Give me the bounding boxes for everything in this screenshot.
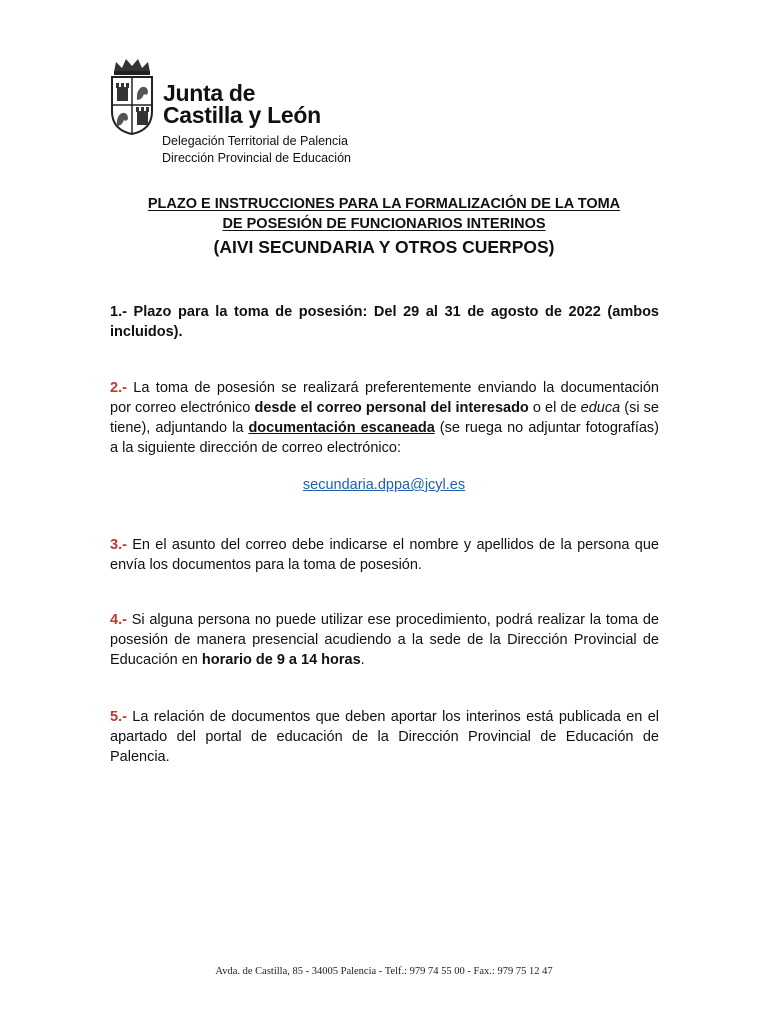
coat-of-arms-icon — [108, 56, 156, 136]
item-4-number: 4.- — [110, 612, 127, 628]
item-3-paragraph: 3.- En el asunto del correo debe indicarse el nombre y apellidos de la persona que envía los documentos para la toma de posesión. — [110, 537, 659, 573]
item-2-paragraph: 2.- La toma de posesión se realizará preferentemente enviando la documentación por correo electrónico desde el correo personal del interesado o el de educa (si se tiene), adjuntando la documentación escaneada (se ruega no adjuntar fotografías) a la siguiente dirección de correo electrónico: — [110, 380, 660, 456]
org-name-line1: Junta de — [163, 80, 256, 106]
footer-address: Avda. de Castilla, 85 - 34005 Palencia - Telf.: 979 74 55 00 - Fax.: 979 75 12 47 — [215, 966, 553, 977]
item-4-paragraph: 4.- Si alguna persona no puede utilizar ese procedimiento, podrá realizar la toma de posesión de manera presencial acudiendo a la sede de la Dirección Provincial de Educación en horario de 9 a 14 horas. — [110, 612, 659, 668]
item-5-number: 5.- — [110, 709, 127, 725]
title-line2: DE POSESIÓN DE FUNCIONARIOS INTERINOS — [222, 216, 546, 232]
org-name-line2: Castilla y León — [163, 102, 321, 128]
title-line1: PLAZO E INSTRUCCIONES PARA LA FORMALIZACIÓN DE LA TOMA — [147, 196, 621, 212]
title-line3: (AIVI SECUNDARIA Y OTROS CUERPOS) — [213, 237, 555, 257]
item-1-paragraph: 1.- Plazo para la toma de posesión: Del 29 al 31 de agosto de 2022 (ambos incluidos). — [110, 304, 659, 340]
delegation-label: Delegación Territorial de Palencia — [162, 134, 348, 148]
item-3-number: 3.- — [110, 537, 127, 553]
item-2-number: 2.- — [110, 380, 127, 396]
direction-label: Dirección Provincial de Educación — [162, 151, 351, 165]
item-5-paragraph: 5.- La relación de documentos que deben aportar los interinos está publicada en el apartado del portal de educación de la Dirección Provincial de Educación de Palencia. — [110, 709, 659, 765]
email-link[interactable]: secundaria.dppa@jcyl.es — [302, 477, 466, 493]
